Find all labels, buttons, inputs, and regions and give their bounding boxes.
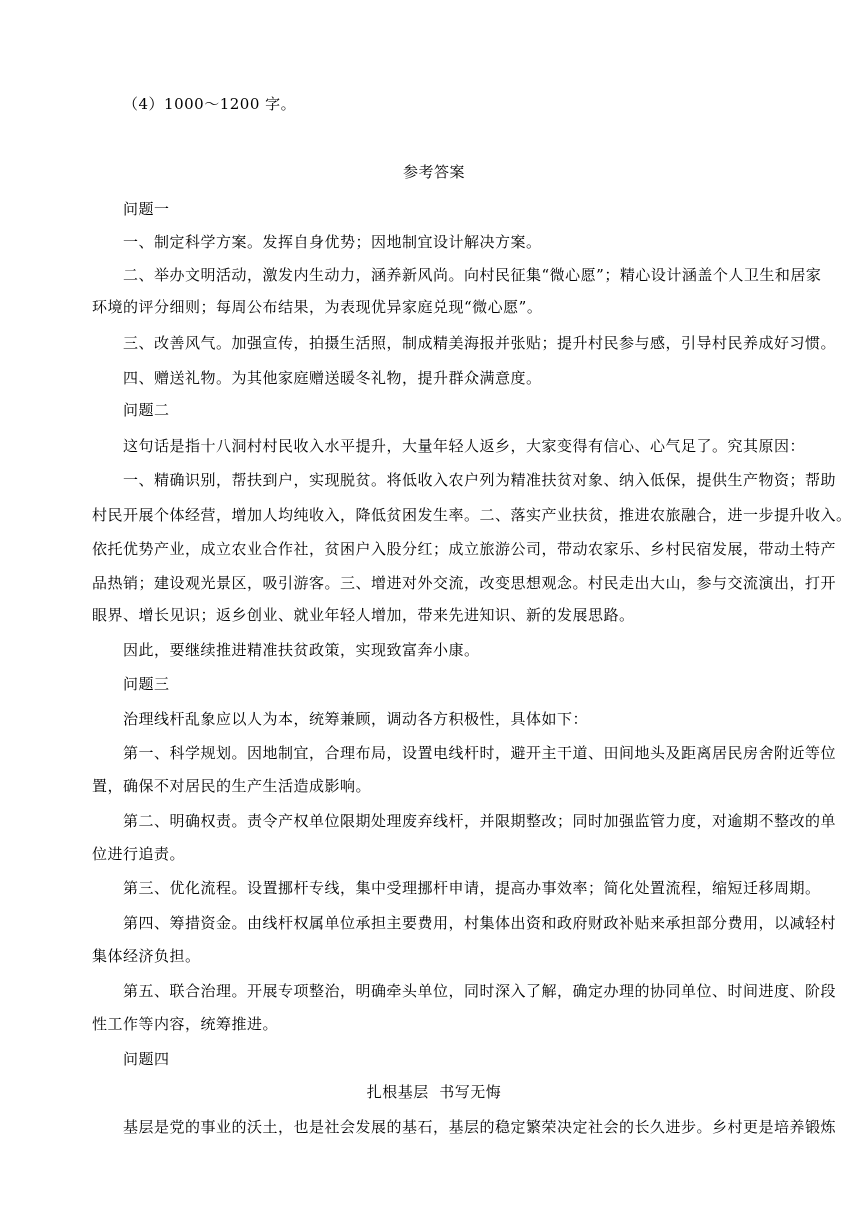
paragraph-line: 第二、明确权责。责令产权单位限期处理废弃线杆，并限期整改；同时加强监管力度，对逾期不整改的单	[123, 812, 837, 830]
paragraph-line: 第一、科学规划。因地制宜，合理布局，设置电线杆时，避开主干道、田间地头及距离居民房舍附近等位	[123, 744, 837, 762]
essay-title: 扎根基层 书写无悔	[366, 1083, 502, 1101]
question-4-title: 问题四	[123, 1050, 170, 1068]
paragraph-line: 依托优势产业，成立农业合作社，贫困户入股分红；成立旅游公司，带动农家乐、乡村民宿发展，带动土特产	[92, 540, 837, 558]
requirement-item: （4）1000～1200 字。	[123, 95, 297, 113]
paragraph-line: 村民开展个体经营，增加人均纯收入，降低贫困发生率。二、落实产业扶贫，推进农旅融合，进一步提升收入。	[92, 506, 852, 524]
question-2-title: 问题二	[123, 401, 170, 419]
paragraph-line: 因此，要继续推进精准扶贫政策，实现致富奔小康。	[123, 641, 480, 659]
paragraph-line: 第五、联合治理。开展专项整治，明确牵头单位，同时深入了解，确定办理的协同单位、时间进度、阶段	[123, 982, 837, 1000]
paragraph-line: 治理线杆乱象应以人为本，统筹兼顾，调动各方积极性，具体如下：	[123, 710, 589, 728]
question-3-title: 问题三	[123, 675, 170, 693]
paragraph-line: 位进行追责。	[92, 845, 186, 863]
paragraph-line: 集体经济负担。	[92, 947, 201, 965]
paragraph-line: 四、赠送礼物。为其他家庭赠送暖冬礼物，提升群众满意度。	[123, 369, 542, 387]
paragraph-line: 环境的评分细则；每周公布结果，为表现优异家庭兑现“微心愿”。	[92, 298, 543, 316]
paragraph-line: 二、举办文明活动，激发内生动力，涵养新风尚。向村民征集“微心愿”；精心设计涵盖个人卫生和居家	[123, 266, 822, 284]
paragraph-line: 品热销；建设观光景区，吸引游客。三、增进对外交流，改变思想观念。村民走出大山，参与交流演出，打开	[92, 574, 837, 592]
paragraph-line: 这句话是指十八洞村村民收入水平提升，大量年轻人返乡，大家变得有信心、心气足了。究其原因：	[123, 437, 806, 455]
paragraph-line: 性工作等内容，统筹推进。	[92, 1015, 279, 1033]
paragraph-line: 一、制定科学方案。发挥自身优势；因地制宜设计解决方案。	[123, 233, 542, 251]
paragraph-line: 三、改善风气。加强宣传，拍摄生活照，制成精美海报并张贴；提升村民参与感，引导村民养成好习惯。	[123, 334, 837, 352]
paragraph-line: 第四、筹措资金。由线杆权属单位承担主要费用，村集体出资和政府财政补贴来承担部分费用，以减轻村	[123, 914, 837, 932]
paragraph-line: 眼界、增长见识；返乡创业、就业年轻人增加，带来先进知识、新的发展思路。	[92, 606, 635, 624]
answer-heading: 参考答案	[402, 163, 465, 181]
question-1-title: 问题一	[123, 200, 170, 218]
paragraph-line: 第三、优化流程。设置挪杆专线，集中受理挪杆申请，提高办事效率；简化处置流程，缩短迁移周期。	[123, 879, 821, 897]
paragraph-line: 置，确保不对居民的生产生活造成影响。	[92, 777, 372, 795]
paragraph-line: 基层是党的事业的沃土，也是社会发展的基石，基层的稳定繁荣决定社会的长久进步。乡村更是培养锻炼	[123, 1118, 837, 1136]
paragraph-line: 一、精确识别，帮扶到户，实现脱贫。将低收入农户列为精准扶贫对象、纳入低保，提供生产物资；帮助	[123, 471, 837, 489]
